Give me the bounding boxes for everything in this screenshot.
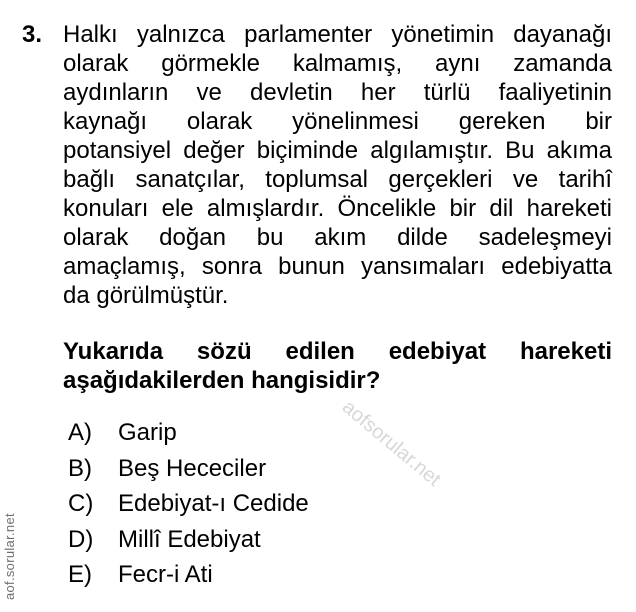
option-letter: B) (68, 454, 92, 482)
prompt-line: Yukarıda sözü edilen edebiyat hareketi (63, 338, 612, 365)
passage-line: amaçlamış, sonra bunun yansımaları edebiyatta (63, 253, 612, 280)
option-letter: A) (68, 419, 92, 446)
option-text: Garip (118, 419, 177, 446)
passage-line: olarak görmekle kalmamış, aynı zamanda (63, 50, 612, 77)
passage-line: Halkı yalnızca parlamenter yönetimin dayanağı (63, 21, 612, 48)
passage-line: olarak doğan bu akım dilde sadeleşmeyi (63, 224, 612, 251)
diagonal-watermark: aofsorular.net (337, 396, 445, 491)
option-b[interactable] (68, 454, 309, 490)
passage-line: konuları ele almışlardır. Öncelikle bir dil hareketi (63, 195, 612, 222)
passage-line: bağlı sanatçılar, toplumsal gerçekleri ve tarihî (63, 166, 612, 193)
passage-line: kaynağı olarak yönelinmesi gereken bir (63, 108, 612, 135)
option-letter: E) (68, 561, 92, 588)
option-letter: C) (68, 490, 94, 517)
option-a[interactable] (68, 418, 309, 454)
passage-line: da görülmüştür. (63, 282, 229, 309)
option-text: Edebiyat-ı Cedide (118, 490, 309, 517)
answer-options (68, 418, 309, 596)
option-e[interactable] (68, 560, 309, 596)
side-watermark: aof.sorular.net (2, 513, 17, 600)
option-text: Fecr-i Ati (118, 561, 213, 588)
passage-line: aydınların ve devletin her türlü faaliyetinin (63, 79, 612, 106)
option-c[interactable] (68, 489, 309, 525)
question-passage (63, 20, 612, 310)
question-number: 3. (22, 21, 43, 48)
option-d[interactable] (68, 525, 309, 561)
passage-line: potansiyel değer biçiminde algılamıştır. Bu akıma (63, 137, 612, 164)
option-text: Beş Hececiler (118, 454, 267, 482)
prompt-line: aşağıdakilerden hangisidir? (63, 367, 381, 394)
option-text: Millî Edebiyat (118, 525, 261, 553)
option-letter: D) (68, 525, 94, 553)
question-prompt (63, 337, 612, 395)
